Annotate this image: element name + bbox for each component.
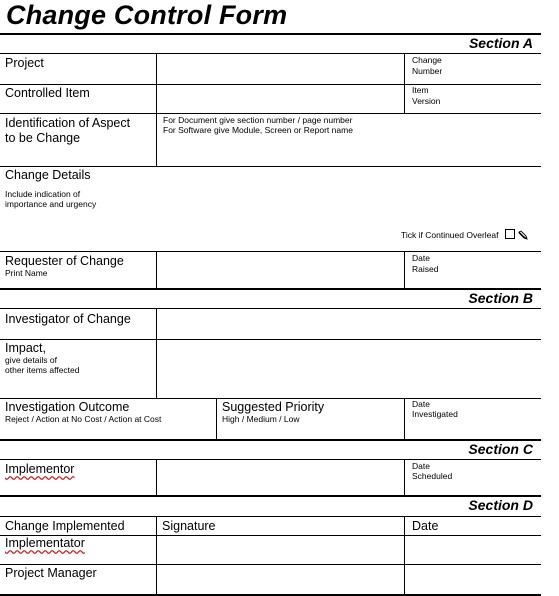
priority-options[interactable]: High / Medium / Low (222, 414, 300, 424)
column-rule (156, 459, 157, 495)
implementator-label: Implementator (5, 536, 85, 550)
column-rule (404, 516, 405, 594)
change-details-hint-2: importance and urgency (5, 199, 97, 209)
date-scheduled-label-1: Date (412, 461, 430, 471)
change-details-hint-1: Include indication of (5, 189, 81, 199)
change-number-label-2: Number (412, 66, 443, 76)
identification-label-1: Identification of Aspect (5, 116, 131, 130)
section-b-heading: Section B (468, 290, 533, 306)
column-rule (216, 398, 217, 439)
date-investigated-label-1: Date (412, 399, 430, 409)
date-investigated-field[interactable] (472, 399, 540, 439)
date-raised-label-1: Date (412, 253, 430, 263)
column-rule (404, 53, 405, 113)
pencil-icon (518, 230, 528, 242)
investigator-label: Investigator of Change (5, 312, 131, 326)
project-field[interactable] (157, 54, 404, 84)
checkbox-icon[interactable] (505, 229, 515, 239)
impact-hint-2: other items affected (5, 365, 80, 375)
column-rule (156, 516, 157, 594)
change-details-field[interactable] (157, 167, 540, 225)
date-raised-label-2: Raised (412, 264, 439, 274)
section-c-top-rule (0, 439, 541, 441)
identification-hint-2: For Software give Module, Screen or Report name (163, 125, 353, 135)
identification-hint-1: For Document give section number / page number (163, 115, 353, 125)
outcome-label: Investigation Outcome (5, 400, 130, 414)
controlled-item-field[interactable] (157, 85, 404, 113)
impact-hint-1: give details of (5, 355, 57, 365)
tick-overleaf-label (401, 229, 528, 242)
section-d-top-rule (0, 495, 541, 497)
change-number-label-1: Change (412, 55, 442, 65)
impact-label: Impact, (5, 341, 46, 355)
section-d-heading: Section D (468, 497, 533, 513)
column-rule (156, 53, 157, 166)
implementator-date-field[interactable] (405, 536, 540, 564)
implementor-field[interactable] (157, 460, 404, 495)
column-rule (156, 308, 157, 398)
item-version-label-1: Item (412, 85, 429, 95)
column-rule (156, 251, 157, 288)
date-header: Date (412, 519, 439, 533)
identification-label-2: to be Change (5, 131, 81, 145)
requester-field[interactable] (157, 252, 404, 288)
row-rule (0, 113, 541, 114)
change-number-field[interactable] (460, 54, 540, 84)
change-implemented-header: Change Implemented (5, 519, 125, 533)
change-details-label: Change Details (5, 168, 91, 182)
section-a-heading: Section A (468, 35, 533, 51)
section-a-top-rule (0, 33, 541, 35)
impact-field[interactable] (157, 340, 540, 398)
row-rule (0, 516, 541, 517)
controlled-item-label: Controlled Item (5, 86, 90, 100)
priority-label: Suggested Priority (222, 400, 325, 414)
section-c-heading: Section C (468, 441, 533, 457)
item-version-label-2: Version (412, 96, 441, 106)
requester-label: Requester of Change (5, 254, 124, 268)
implementator-signature-field[interactable] (157, 536, 404, 564)
implementor-label: Implementor (5, 462, 75, 476)
signature-header: Signature (162, 519, 216, 533)
print-name-label: Print Name (5, 268, 48, 278)
date-raised-field[interactable] (460, 252, 540, 288)
date-scheduled-field[interactable] (460, 460, 540, 495)
form-title: Change Control Form (6, 0, 288, 30)
section-b-top-rule (0, 288, 541, 290)
row-rule (0, 398, 541, 399)
column-rule (404, 251, 405, 288)
project-label: Project (5, 56, 44, 70)
column-rule (404, 398, 405, 439)
date-investigated-label-2: Investigated (412, 409, 458, 419)
item-version-field[interactable] (460, 85, 540, 113)
identification-field[interactable] (157, 136, 540, 166)
project-manager-date-field[interactable] (405, 565, 540, 594)
investigator-field[interactable] (157, 309, 540, 339)
project-manager-label: Project Manager (5, 566, 97, 580)
date-scheduled-label-2: Scheduled (412, 471, 453, 481)
outcome-options[interactable]: Reject / Action at No Cost / Action at Cost (5, 414, 162, 424)
project-manager-signature-field[interactable] (157, 565, 404, 594)
column-rule (404, 459, 405, 495)
tick-overleaf-text: Tick if Continued Overleaf (401, 230, 499, 240)
